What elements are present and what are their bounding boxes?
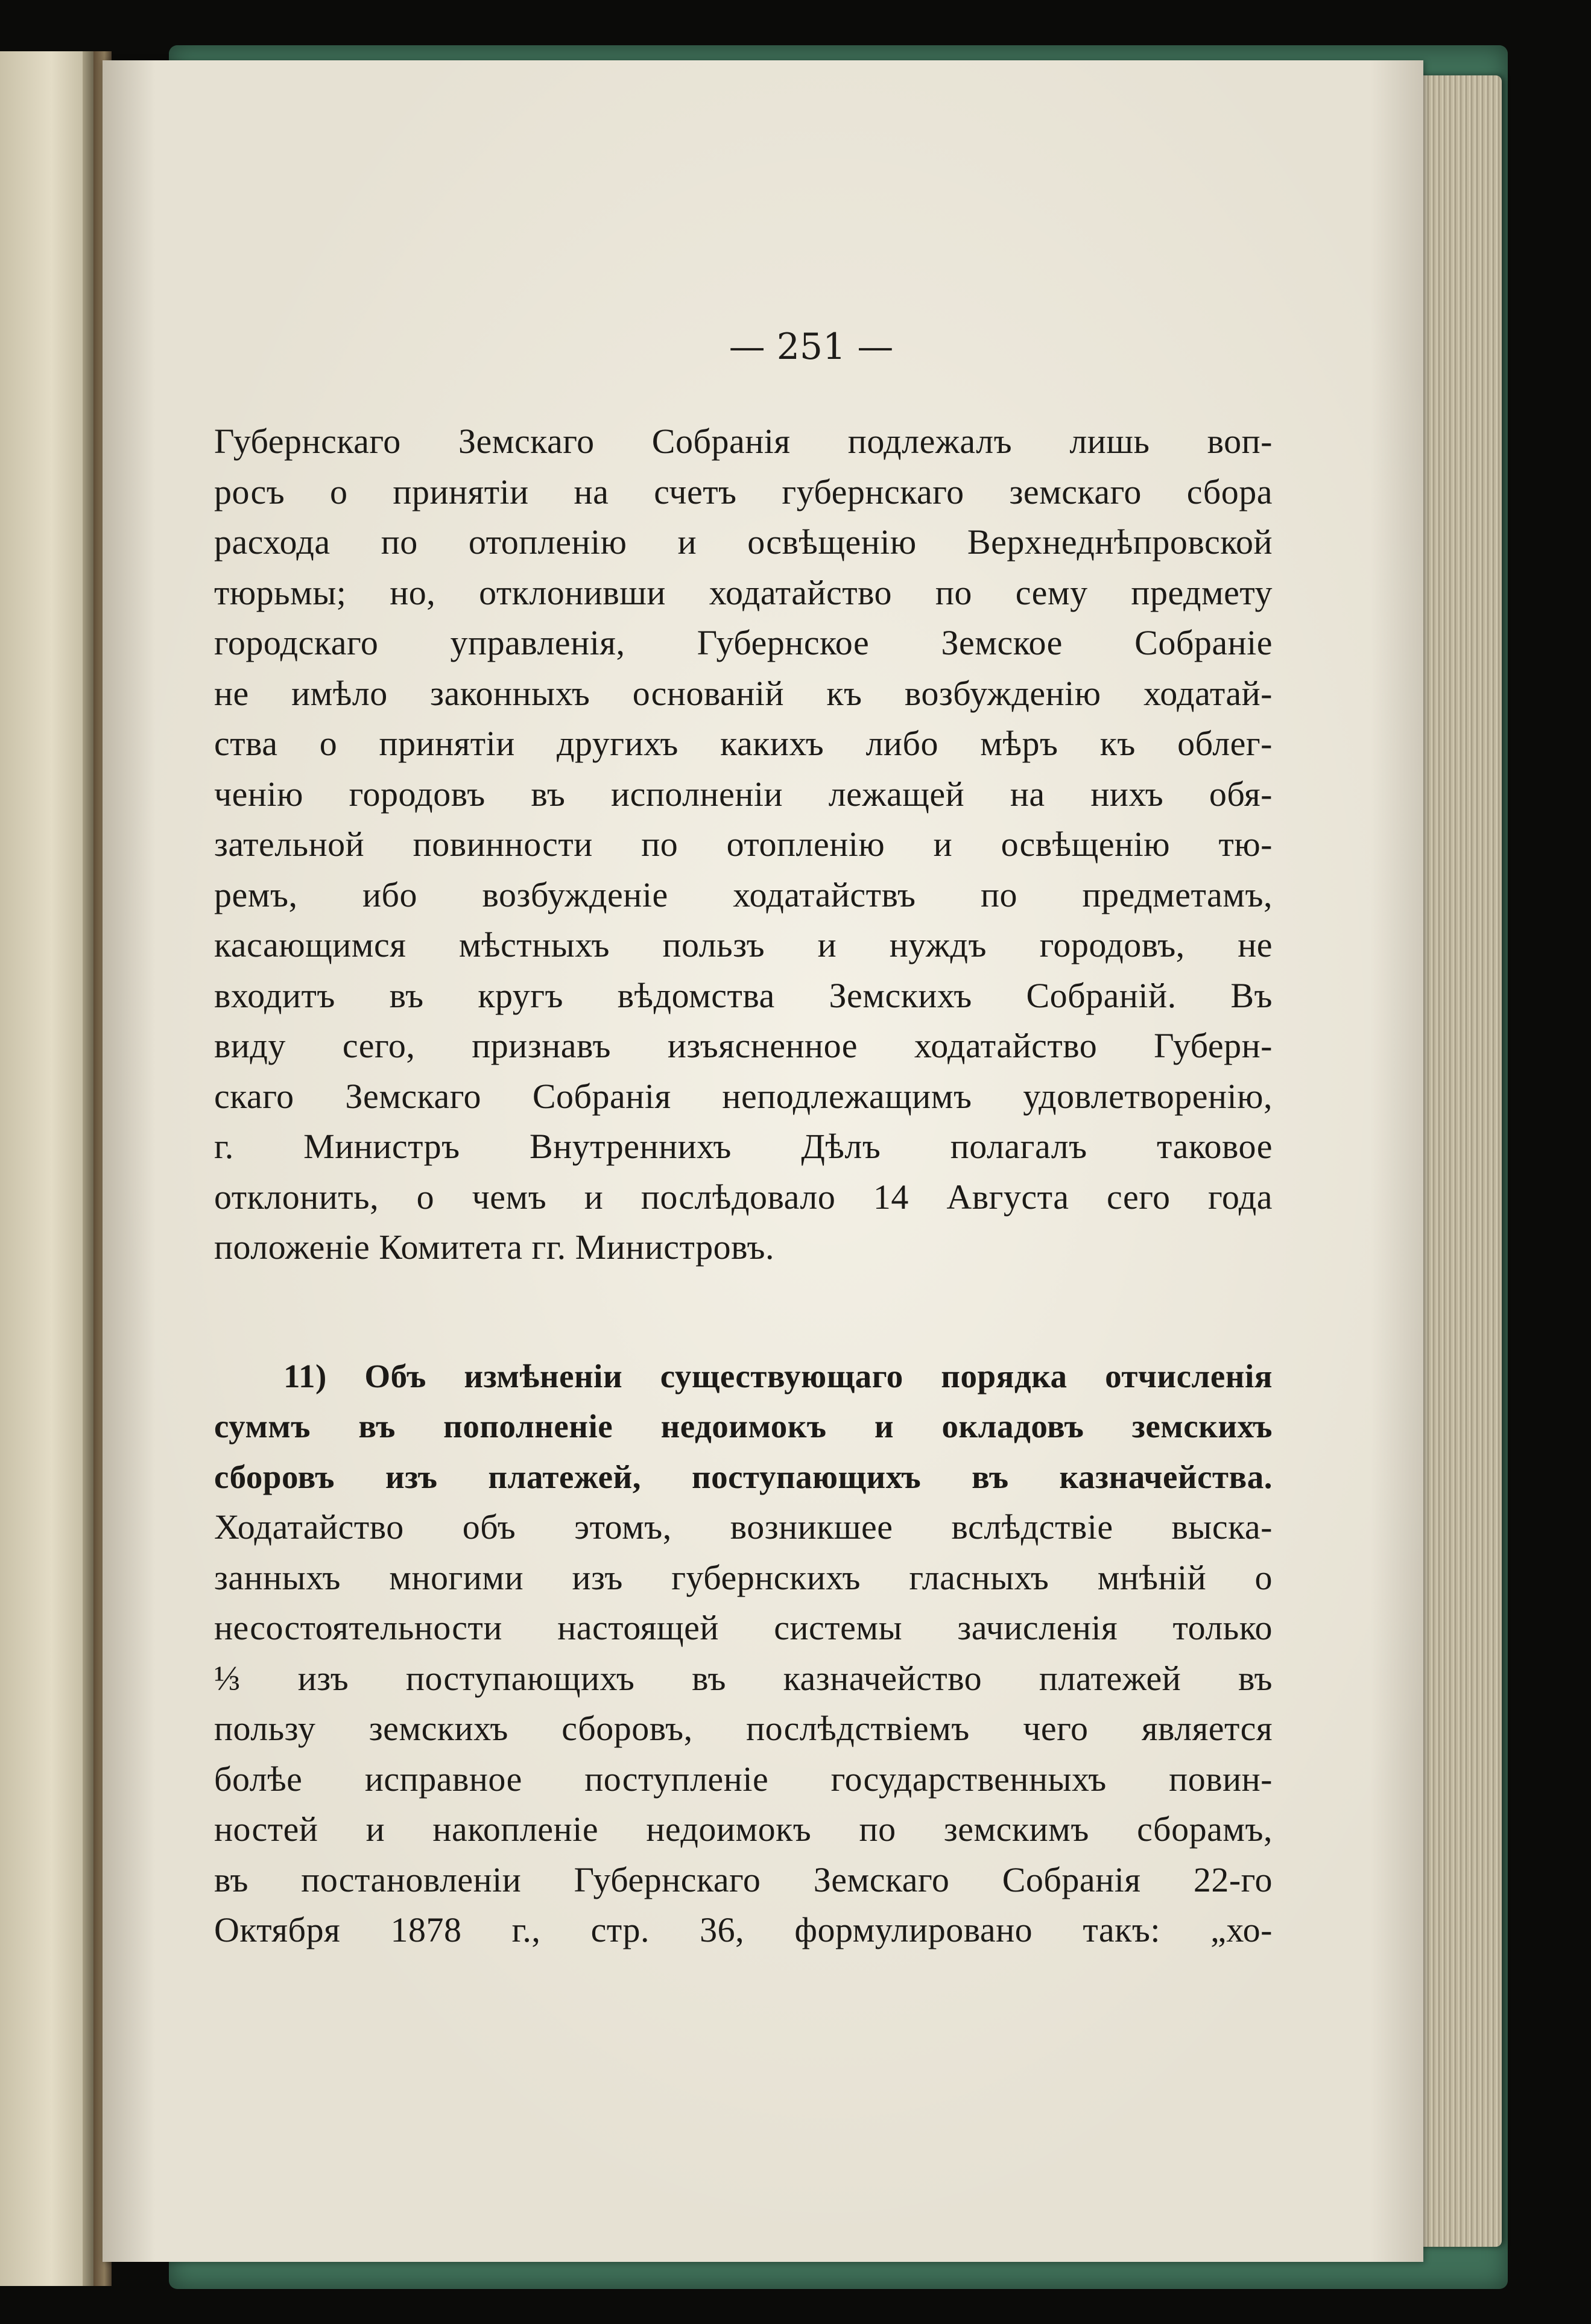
text-line: положеніе Комитета гг. Министровъ. (214, 1227, 774, 1267)
text-line: г. Министръ Внутреннихъ Дѣлъ полагалъ таковое (214, 1127, 1273, 1166)
text-line: тюрьмы; но, отклонивши ходатайство по сему предмету (214, 572, 1273, 612)
paragraph-1 (214, 416, 1273, 1273)
text-line: зательной повинности по отопленію и освѣщенію тю- (214, 825, 1273, 864)
text-line: ностей и накопленіе недоимокъ по земскимъ сборамъ, (214, 1809, 1273, 1849)
section-heading-line: суммъ въ пополненіе недоимокъ и окладовъ земскихъ (214, 1408, 1273, 1445)
text-line: касающимся мѣстныхъ пользъ и нуждъ городовъ, не (214, 925, 1273, 964)
text-line: ⅓ изъ поступающихъ въ казначейство платежей въ (214, 1658, 1273, 1698)
paragraph-gap (214, 1273, 1273, 1351)
text-line: ства о принятіи другихъ какихъ либо мѣръ къ облег- (214, 724, 1273, 763)
section-heading-line: сборовъ изъ платежей, поступающихъ въ казначейства. (214, 1458, 1273, 1495)
text-line: Губернскаго Земскаго Собранія подлежалъ лишь воп- (214, 422, 1273, 461)
text-line: ремъ, ибо возбужденіе ходатайствъ по предметамъ, (214, 875, 1273, 914)
left-page-shadow (83, 51, 93, 2286)
text-line: Ходатайство объ этомъ, возникшее вслѣдствіе выска- (214, 1507, 1273, 1547)
paragraph-2 (214, 1351, 1273, 1955)
left-page-edge (0, 51, 96, 2286)
page-number: — 251 — (729, 326, 894, 368)
text-line: городскаго управленія, Губернское Земское Собраніе (214, 623, 1273, 662)
text-line: скаго Земскаго Собранія неподлежащимъ удовлетворенію, (214, 1076, 1273, 1116)
text-line: несостоятельности настоящей системы зачисленія только (214, 1608, 1273, 1647)
text-line: пользу земскихъ сборовъ, послѣдствіемъ чего является (214, 1709, 1273, 1748)
text-line: болѣе исправное поступленіе государственныхъ повин- (214, 1759, 1273, 1799)
text-line: расхода по отопленію и освѣщенію Верхнеднѣпровской (214, 522, 1273, 562)
text-line: Октября 1878 г., стр. 36, формулировано такъ: „хо- (214, 1910, 1273, 1949)
page-text (214, 416, 1273, 1955)
text-line: не имѣло законныхъ основаній къ возбужденію ходатай- (214, 673, 1273, 713)
section-heading-line: 11) Объ измѣненіи существующаго порядка отчисленія (283, 1357, 1273, 1395)
text-line: занныхъ многими изъ губернскихъ гласныхъ мнѣній о (214, 1557, 1273, 1597)
text-line: въ постановленіи Губернскаго Земскаго Собранія 22-го (214, 1860, 1273, 1899)
book-page (103, 60, 1423, 2262)
text-line: виду сего, признавъ изъясненное ходатайство Губерн- (214, 1026, 1273, 1065)
text-line: ченію городовъ въ исполненіи лежащей на нихъ обя- (214, 774, 1273, 814)
text-line: росъ о принятіи на счетъ губернскаго земскаго сбора (214, 472, 1273, 511)
text-line: отклонить, о чемъ и послѣдовало 14 Августа сего года (214, 1177, 1273, 1217)
text-line: входитъ въ кругъ вѣдомства Земскихъ Собраній. Въ (214, 975, 1273, 1015)
